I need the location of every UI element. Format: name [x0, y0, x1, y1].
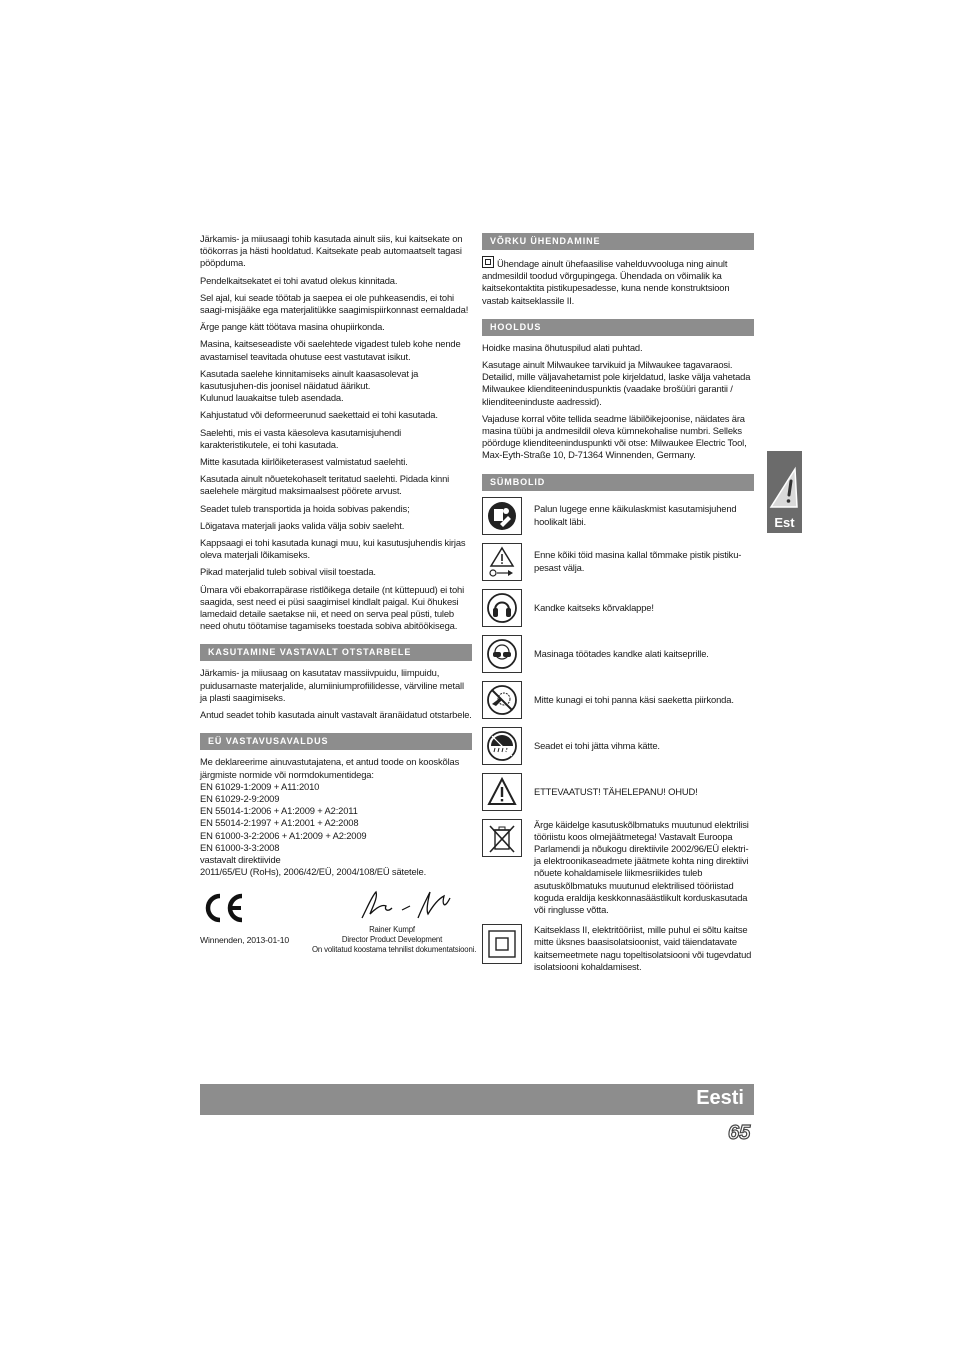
warning-triangle-icon [767, 465, 802, 511]
paragraph: Ümara või ebakorrapärase ristlõikega detaile (nt küttepuud) ei tohi saagida, sest need ei püsi saagimisel kindlalt paigal. Kui õhukesi lamedaid detaile saetakse nii, et need on serva peal püsti, tuleb need ohutu töötamise tagamiseks toestada sobiva abitöökisega. [200, 583, 465, 632]
paragraph: Kasutage ainult Milwaukee tarvikuid ja Milwaukee tagavaraosi. Detailid, mille väljavahetamist pole kirjeldatud, laske välja vahetada Milwaukee klienditeeninduspunktis (vaadake brošüüri garantii / klienditeeninduste aadressid). [482, 359, 751, 407]
double-insulation-icon [482, 256, 494, 268]
declaration-line: 2011/65/EU (RoHs), 2006/42/EÜ, 2004/108/EÜ sätetele. [200, 866, 427, 878]
declaration-line: EN 61029-2-9:2009 [200, 792, 280, 804]
ce-declaration [200, 756, 472, 878]
footer-bar [200, 1084, 754, 1115]
signer-note: On volitatud koostama tehnilist dokumentatsiooni. [312, 945, 477, 955]
section-header-ce: EÜ VASTAVUSAVALDUS [200, 733, 472, 750]
symbol-row [482, 773, 754, 811]
symbol-row [482, 589, 754, 627]
declaration-line: EN 61000-3-3:2008 [200, 841, 280, 853]
read-manual-icon [482, 497, 522, 535]
language-tab-label: Est [774, 515, 795, 530]
paragraph: Kahjustatud või deformeerunud saekettaid ei tohi kasutada. [200, 409, 438, 421]
ce-mark-icon [200, 892, 246, 924]
paragraph: Kasutada ainult nõuetekohaselt teritatud saelehti. Pidada kinni saelehele märgitud maksimaalsest pöörete arvust. [200, 473, 450, 497]
use-paragraphs [200, 667, 472, 721]
paragraph: Kasutada saelehe kinnitamiseks ainult kaasasolevat ja kasutusjuhen-dis joonisel näidatud äärikut. Kulunud lauakaitse tuleb asendada. [200, 367, 419, 404]
paragraph: Hoidke masina õhutuspilud alati puhtad. [482, 341, 643, 353]
symbol-row [482, 924, 754, 973]
declaration-line: EN 61029-1:2009 + A11:2010 [200, 780, 320, 792]
warning-icon [482, 773, 522, 811]
symbol-row [482, 635, 754, 673]
section-header-use: KASUTAMINE VASTAVALT OTSTARBELE [200, 644, 472, 661]
symbol-text: ETTEVAATUST! TÄHELEPANU! OHUD! [534, 785, 698, 797]
declaration-line: EN 55014-1:2006 + A1:2009 + A2:2011 [200, 805, 358, 817]
declaration-line: EN 61000-3-2:2006 + A1:2009 + A2:2009 [200, 829, 367, 841]
paragraph: Mitte kasutada kiirlõiketerasest valmistatud saelehti. [200, 456, 408, 468]
no-rain-icon [482, 727, 522, 765]
right-column [482, 233, 754, 981]
paragraph: Pikad materjalid tuleb sobival viisil toestada. [200, 566, 376, 578]
paragraph: Saelehti, mis ei vasta käesoleva kasutamisjuhendi karakteristikutele, ei tohi kasutada. [200, 426, 402, 450]
paragraph: Pendelkaitsekatet ei tohi avatud olekus kinnitada. [200, 274, 398, 286]
network-text: Ühendage ainult ühefaasilise vahelduvvooluga ning ainult andmesildil toodud võrgupingega. Ühendada on võimalik ka kaitsekontaktita pistikupesadesse, kuna nende konstruktsioon vastab kaitseklassile II. [482, 258, 730, 306]
symbol-row [482, 543, 754, 581]
eye-protection-icon [482, 635, 522, 673]
symbol-row [482, 497, 754, 535]
signature-icon [358, 888, 454, 922]
paragraph: Masina, kaitseseadiste või saelehtede vigadest tuleb kohe nende avastamisel teavitada ohutuse eest vastutavat isikut. [200, 338, 461, 362]
no-hands-icon [482, 681, 522, 719]
symbol-text: Kandke kaitseks kõrvaklappe! [534, 601, 654, 613]
signer-name: Rainer Kumpf [369, 925, 415, 935]
paragraph: Ärge pange kätt töötava masina ohupiirkonda. [200, 321, 385, 333]
symbol-text: Mitte kunagi ei tohi panna käsi saeketta piirkonda. [534, 693, 734, 705]
footer-language: Eesti [696, 1087, 744, 1109]
declaration-line: vastavalt direktiivide [200, 853, 281, 865]
symbol-text: Palun lugege enne käikulaskmist kasutamisjuhend hoolikalt läbi. [534, 503, 737, 527]
declaration-line: EN 55014-2:1997 + A1:2001 + A2:2008 [200, 817, 359, 829]
paragraph: Järkamis- ja miiusaagi tohib kasutada ainult siis, kui kaitsekate on töökorras ja hästi hooldatud. Kaitsekate peab automaatselt tagasi pööрduma. [200, 233, 463, 269]
network-paragraph [482, 256, 754, 307]
paragraph: Sel ajal, kui seade töötab ja saepea ei ole puhkeasendis, ei tohi saagi-misjääke ega materjalitükke saagimispiirkonnast eemaldada! [200, 291, 469, 316]
language-tab [767, 451, 802, 533]
section-header-symbols: SÜMBOLID [482, 474, 754, 491]
maintenance-paragraphs [482, 342, 754, 462]
symbol-row [482, 819, 754, 917]
signer-title: Director Product Development [341, 935, 443, 945]
section-header-network: VÕRKU ÜHENDAMINE [482, 233, 754, 250]
symbol-text: Kaitseklass II, elektritööriist, mille puhul ei sõltu kaitse mitte üksnes baasisolatsioonist, vaid täiendatavate kaitsemeetmete nagu topeltisolatsiooni või tugevdatud isolatsiooni kohaldamisest. [534, 924, 752, 972]
declaration-date: Winnenden, 2013-01-10 [200, 935, 290, 946]
weee-bin-icon [482, 819, 522, 857]
paragraph: Järkamis- ja miiusaag on kasutatav massiivpuidu, liimpuidu, puidusarnaste materjalide, alumiiniumprofiilidesse, värviline metall ja plasti saagimiseks. [200, 667, 464, 703]
declaration-line: Me deklareerime ainuvastutajatena, et antud toode on kooskõlas järgmiste normide või normdokumentidega: [200, 756, 460, 780]
symbol-row [482, 681, 754, 719]
symbol-text: Ärge käidelge kasutuskõlbmatuks muutunud elektrilisi tööriistu koos olmejäätmetega! Vastavalt Euroopa Parlamendi ja nõukogu direktiivile 2002/96/EÜ elektri- ja elektroonikaseadmete jäätmete kohta ning direktiivi nõuete kohaldamisele liikmesriikides tuleb asutuskõlbmatuks muutunud elektrilised tööriistad koguda eraldija keskkonnasäästlikult korduskasutada või ringlusse võtta. [534, 818, 749, 916]
safety-paragraphs [200, 233, 472, 632]
paragraph: Kappsaagi ei tohi kasutada kunagi muu, kui kasutusjuhendis kirjas oleva materjali lõikamiseks. [200, 537, 466, 561]
symbol-text: Masinaga töötades kandke alati kaitseprille. [534, 647, 709, 659]
unplug-warning-icon [482, 543, 522, 581]
symbol-text: Enne kõiki töid masina kallal tõmmake pistik pistiku-pesast välja. [534, 549, 742, 573]
protection-class-ii-icon [482, 924, 522, 964]
paragraph: Vajaduse korral võite tellida seadme läbilõikejoonise, näidates ära masina tüübi ja andmesildil oleva kümnekohalise numbri. Selleks pöörduge klienditeeninduspunkti või otse: Milwaukee Electric Tool, Max-Eyth-Straße 10, D-71364 Winnenden, Germany. [482, 412, 747, 461]
section-header-maintenance: HOOLDUS [482, 319, 754, 336]
symbol-text: Seadet ei tohi jätta vihma kätte. [534, 739, 660, 751]
paragraph: Lõigatava materjali jaoks valida välja sobiv saeleht. [200, 519, 405, 531]
ear-protection-icon [482, 589, 522, 627]
paragraph: Antud seadet tohib kasutada ainult vastavalt äranäidatud otstarbele. [200, 709, 472, 721]
page-number: 65 [728, 1122, 751, 1144]
signer-block [312, 925, 477, 955]
paragraph: Seadet tuleb transportida ja hoida sobivas pakendis; [200, 502, 410, 514]
left-column [200, 233, 477, 966]
signature-area [200, 888, 477, 966]
symbol-row [482, 727, 754, 765]
